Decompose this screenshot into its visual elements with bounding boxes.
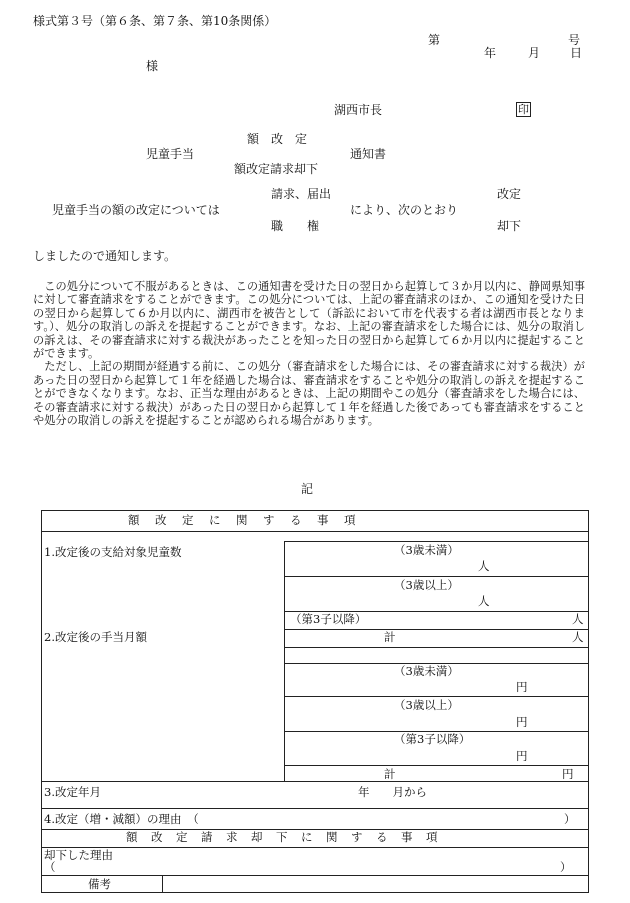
closing-sentence: しましたので通知します。 [33,249,177,263]
item2-label: 2.改定後の手当月額 [44,630,147,644]
child-third-unit: 人 [572,612,584,626]
reason-bottom: 職 権 [271,219,320,233]
addressee-honorific: 様 [146,59,159,73]
notice-title-bottom: 額改定請求却下 [234,162,319,176]
notice-title-top: 額 改 定 [247,132,308,146]
child-over3-unit: 人 [478,594,490,608]
number-prefix: 第 [428,33,441,47]
remarks-label: 備考 [88,877,111,891]
revision-date: 年 月から [358,785,427,799]
date-year: 年 [484,46,497,60]
header-revision: 額 改 定 に 関 す る 事 項 [128,513,358,527]
reason-middle: により、次のとおり [350,203,459,217]
child-third-label: （第3子以降） [290,612,367,626]
appeal-paragraph-2: ただし、上記の期間が経過する前に、この処分（審査請求をした場合には、その審査請求に対する裁決）があった日の翌日から起算して１年を経過した場合は、審査請求をすることや処分の取消しの訴えを提起することができなくなります。なお、正当な理由があるときは、上記の期間やこの処分（審査請求をした場合には、その審査請求に対する裁決）があった日の翌日から起算して１年を経過した後であっても審査請求をすることや処分の取消しの訴えを提起することが認められる場合があります。 [33,360,585,428]
reason-top: 請求、届出 [271,187,332,201]
amount-over3-label: （3歳以上） [394,698,459,712]
rejection-reason-label: 却下した理由 [44,848,113,862]
child-total-unit: 人 [572,630,584,644]
amount-total-unit: 円 [562,767,574,781]
date-month: 月 [528,46,541,60]
amount-under3-label: （3歳未満） [394,664,459,678]
notice-title-right: 通知書 [350,147,387,161]
form-title: 様式第３号（第６条、第７条、第10条関係） [33,14,277,28]
amount-under3-unit: 円 [516,680,528,694]
child-over3-label: （3歳以上） [394,578,459,592]
appeal-instructions [33,280,585,427]
amount-total-label: 計 [384,767,396,781]
item4-close-paren: ） [564,812,576,826]
item1-label: 1.改定後の支給対象児童数 [44,545,182,559]
reason-lead: 児童手当の額の改定については [52,203,220,217]
child-under3-label: （3歳未満） [394,543,459,557]
child-total-label: 計 [384,630,396,644]
amount-third-label: （第3子以降） [394,732,471,746]
item4-label: 4.改定（増・減額）の理由 （ [44,812,199,826]
item3-label: 3.改定年月 [44,785,101,799]
reason-right-bottom: 却下 [497,219,522,233]
rejection-open-paren: （ [44,860,56,874]
seal-stamp: 印 [518,103,529,116]
amount-third-unit: 円 [516,749,528,763]
header-rejection: 額 改 定 請 求 却 下 に 関 す る 事 項 [126,830,439,844]
child-under3-unit: 人 [478,559,490,573]
issuer-name: 湖西市長 [334,103,383,117]
appeal-paragraph-1: この処分について不服があるときは、この通知書を受けた日の翌日から起算して３か月以内に、静岡県知事に対して審査請求をすることができます。この処分については、上記の審査請求のほか、この通知を受けた日の翌日から起算して６か月以内に、湖西市を被告として（訴訟において市を代表する者は湖西市長となります。）、処分の取消しの訴えを提起することができます。なお、上記の審査請求をした場合には、処分の取消しの訴えは、その審査請求に対する裁決があったことを知った日の翌日から起算して６か月以内に提起することができます。 [33,280,585,361]
notice-title-left: 児童手当 [146,147,195,161]
revision-table [41,510,589,893]
amount-over3-unit: 円 [516,715,528,729]
rejection-close-paren: ） [560,860,572,874]
number-suffix: 号 [568,33,581,47]
reason-right-top: 改定 [497,187,522,201]
ki-heading: 記 [301,482,314,496]
date-day: 日 [570,46,583,60]
